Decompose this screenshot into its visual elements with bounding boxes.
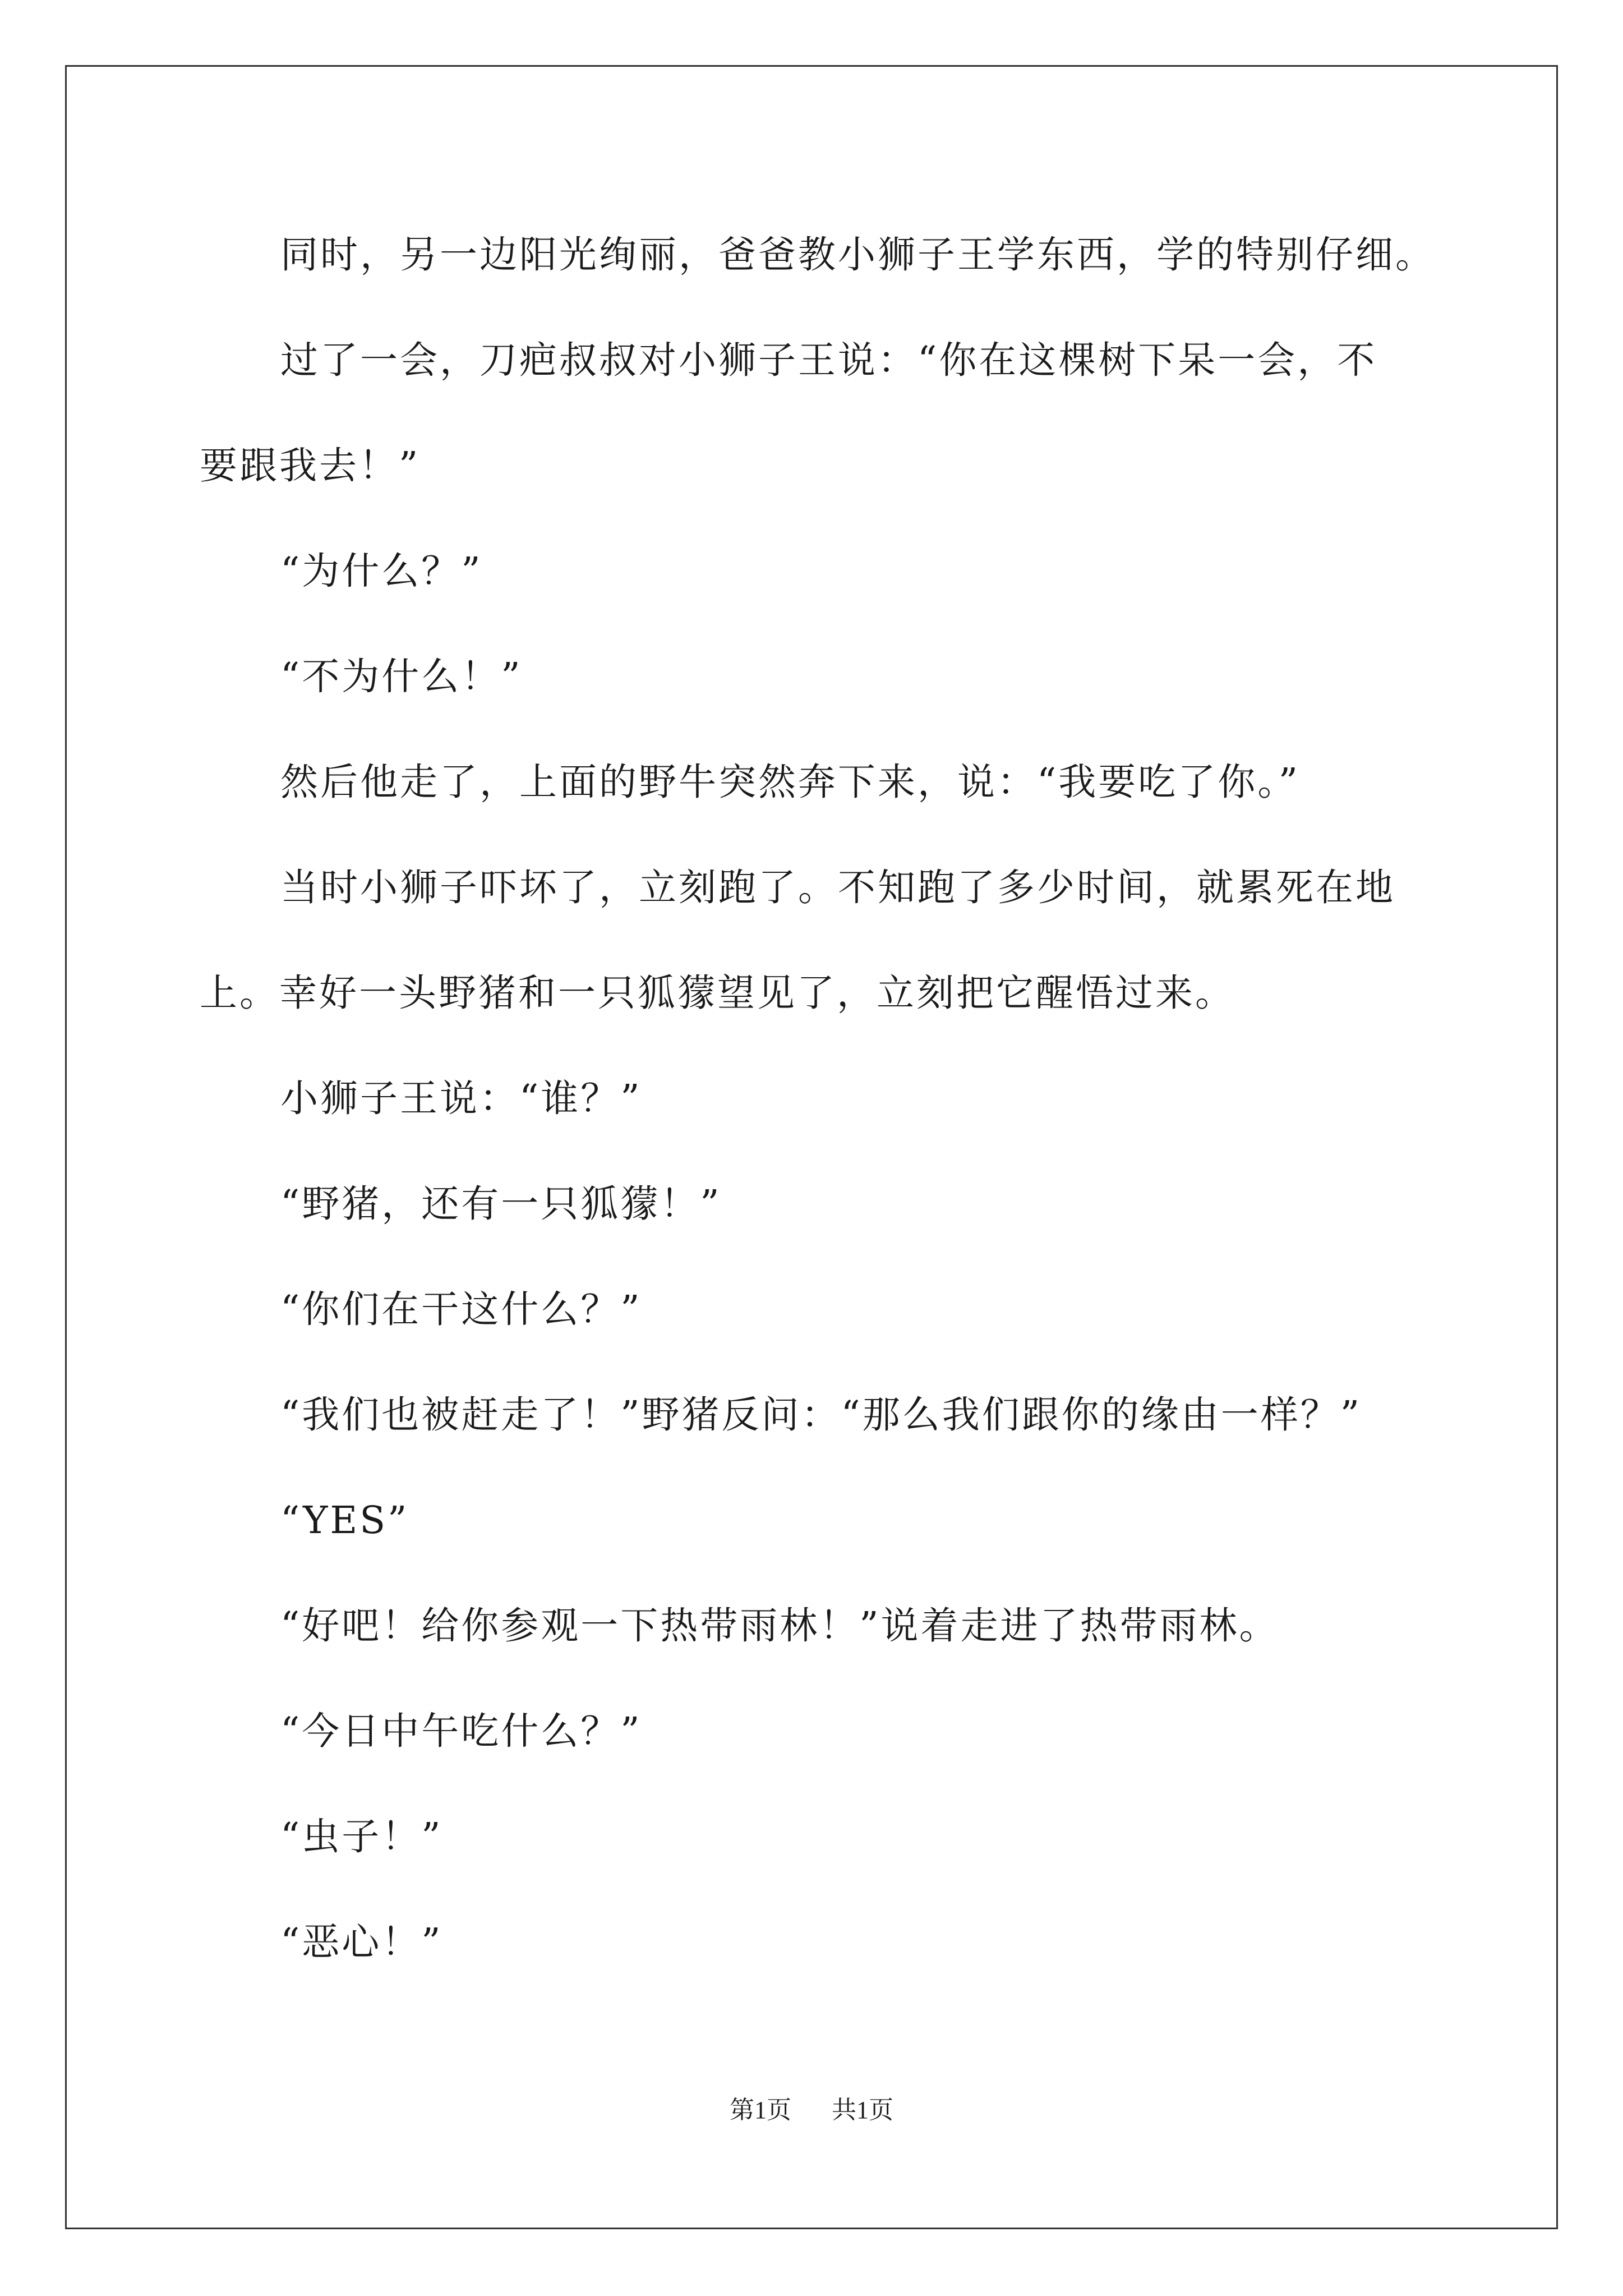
paragraph: “我们也被赶走了！”野猪反问：“那么我们跟你的缘由一样？”	[280, 1393, 1362, 1437]
paragraph: “虫子！”	[280, 1815, 443, 1858]
paragraph: “野猪，还有一只狐獴！”	[280, 1182, 722, 1226]
paragraph: “今日中午吃什么？”	[280, 1709, 642, 1753]
paragraph: 然后他走了，上面的野牛突然奔下来，说：“我要吃了你。”	[280, 760, 1301, 804]
page-number-current: 第1页	[730, 2096, 791, 2124]
paragraph: 当时小狮子吓坏了，立刻跑了。不知跑了多少时间，就累死在地	[280, 866, 1395, 909]
paragraph: 同时，另一边阳光绚丽，爸爸教小狮子王学东西，学的特别仔细。	[280, 233, 1435, 277]
document-body	[200, 202, 1433, 1995]
paragraph: “恶心！”	[280, 1920, 443, 1964]
paragraph: “YES”	[280, 1498, 409, 1542]
page-footer	[0, 2090, 1623, 2125]
paragraph: “不为什么！”	[280, 655, 523, 698]
page-number-total: 共1页	[832, 2096, 893, 2124]
paragraph: “你们在干这什么？”	[280, 1287, 642, 1331]
paragraph: “为什么？”	[280, 549, 483, 593]
paragraph-continuation: 上。幸好一头野猪和一只狐獴望见了，立刻把它醒悟过来。	[200, 971, 1235, 1015]
paragraph: “好吧！给你参观一下热带雨林！”说着走进了热带雨林。	[280, 1604, 1279, 1648]
paragraph: 小狮子王说：“谁？”	[280, 1076, 642, 1120]
paragraph: 过了一会，刀疤叔叔对小狮子王说：“你在这棵树下呆一会，不	[280, 338, 1377, 382]
paragraph-continuation: 要跟我去！”	[200, 444, 421, 487]
